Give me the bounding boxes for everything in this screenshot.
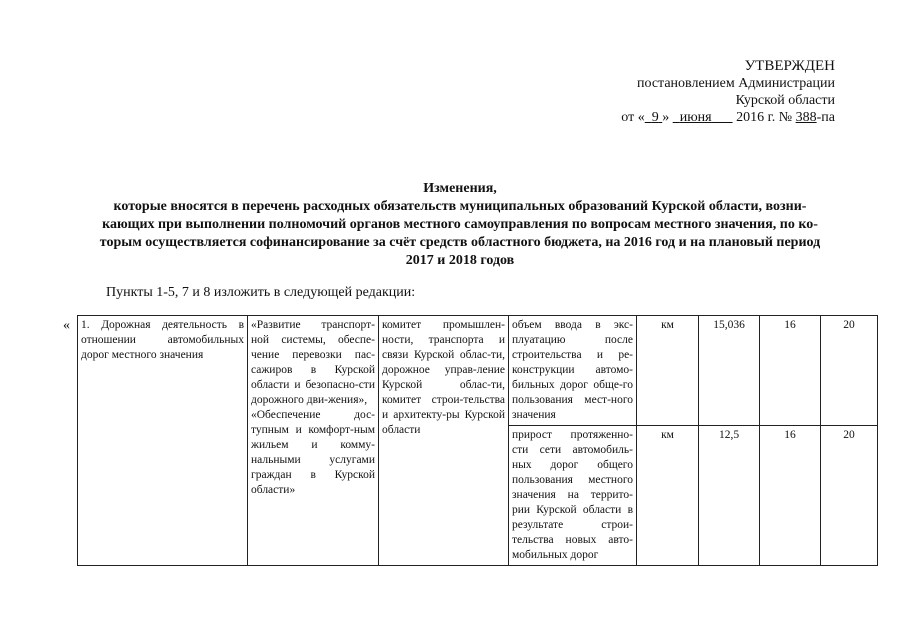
indicator-cell: прирост протяженно-сти сети автомобиль-ных дорог общего пользования местного значения на террито-рии Курской области в результате строи-тельства новых авто-мобильных дорог [509,426,637,566]
authorities-cell: комитет промышлен-ности, транспорта и связи Курской облас-ти, дорожное управ-ление Курской облас-ти, комитет строи-тельства и архитекту-ры Курской области [379,316,509,566]
title-line-4: торым осуществляется софинансирование за счёт средств областного бюджета, на 2016 год и на плановый период [99,235,821,250]
date-month: июня [679,110,712,125]
date-prefix: от « [621,110,645,125]
value-2017-cell: 16 [760,426,821,566]
date-year: 2016 г. № [736,110,793,125]
table-row [78,316,878,426]
indicator-cell: объем ввода в экс-плуатацию после строительства и ре-конструкции автомо-бильных дорог обще-го пользования мест-ного значения [509,316,637,426]
value-2016-cell: 15,036 [699,316,760,426]
title-line-3: кающих при выполнении полномочий органов местного самоуправления по вопросам местного значения, по ко- [102,217,818,232]
value-2016-cell: 12,5 [699,426,760,566]
document-title [90,180,830,270]
program-1: «Развитие транспорт-ной системы, обеспе-чение перевозки пас-сажиров в Курской области и безопасно-сти дорожного дви-жения», [251,319,375,406]
unit-cell: км [637,316,699,426]
date-mid: » [662,110,670,125]
value-2018-cell: 20 [821,316,878,426]
obligations-table [77,315,878,566]
programs-cell [248,316,379,566]
title-line-2: которые вносятся в перечень расходных обязательств муниципальных образований Курской области, возни- [113,199,807,214]
title-line-5: 2017 и 2018 годов [405,253,515,268]
approval-heading: УТВЕРЖДЕН [744,58,835,74]
value-2018-cell: 20 [821,426,878,566]
title-line-1: Изменения, [423,181,497,196]
approval-line-1: постановлением Администрации [637,76,835,91]
program-2: «Обеспечение дос-тупным и комфорт-ным жильем и комму-нальными услугами граждан в Курской области» [251,409,375,496]
approval-line-2: Курской области [735,93,835,108]
activity-cell: 1. Дорожная деятельность в отношении автомобильных дорог местного значения [78,316,248,566]
decree-suffix: -па [816,110,835,125]
approval-date-line [621,109,835,126]
date-day: 9 [651,110,659,125]
decree-number: 388 [795,110,817,125]
unit-cell: км [637,426,699,566]
approval-stamp [621,58,835,126]
lead-text: Пункты 1-5, 7 и 8 изложить в следующей редакции: [106,285,416,300]
open-quote: « [63,318,70,333]
value-2017-cell: 16 [760,316,821,426]
